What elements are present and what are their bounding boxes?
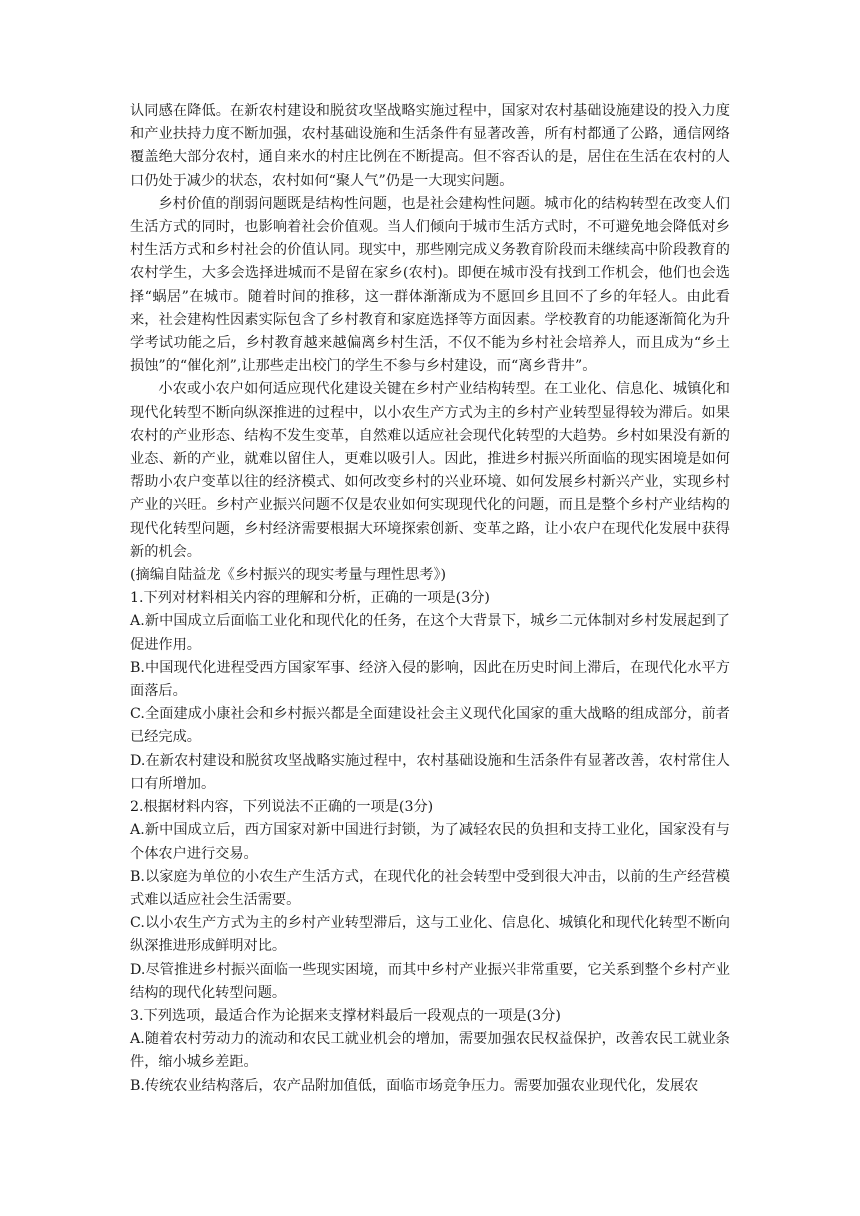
question-3-option-a: A.随着农村劳动力的流动和农民工就业机会的增加，需要加强农民权益保护，改善农民工就业条件，缩小城乡差距。: [130, 1031, 730, 1071]
document-page: [130, 100, 730, 1098]
passage-paragraph-2: 乡村价值的削弱问题既是结构性问题，也是社会建构性问题。城市化的结构转型在改变人们生活方式的同时，也影响着社会价值观。当人们倾向于城市生活方式时，不可避免地会降低对乡村生活方式和乡村社会的价值认同。现实中，那些刚完成义务教育阶段而未继续高中阶段教育的农村学生，大多会选择进城而不是留在家乡(农村)。即便在城市没有找到工作机会，他们也会选择“蜗居”在城市。随着时间的推移，这一群体渐渐成为不愿回乡且回不了乡的年轻人。由此看来，社会建构性因素实际包含了乡村教育和家庭选择等方面因素。学校教育的功能逐渐简化为升学考试功能之后，乡村教育越来越偏离乡村生活，不仅不能为乡村社会培养人，而且成为“乡土损蚀”的“催化剂”,让那些走出校门的学生不参与乡村建设，而“离乡背井”。: [130, 195, 730, 375]
passage-paragraph-1: 认同感在降低。在新农村建设和脱贫攻坚战略实施过程中，国家对农村基础设施建设的投入力度和产业扶持力度不断加强，农村基础设施和生活条件有显著改善，所有村都通了公路，通信网络覆盖绝大部分农村，通自来水的村庄比例在不断提高。但不容否认的是，居住在生活在农村的人口仍处于减少的状态，农村如何“聚人气”仍是一大现实问题。: [130, 103, 730, 189]
question-1-option-a: A.新中国成立后面临工业化和现代化的任务，在这个大背景下，城乡二元体制对乡村发展起到了促进作用。: [130, 613, 730, 653]
question-1-option-b: B.中国现代化进程受西方国家军事、经济入侵的影响，因此在历史时间上滞后，在现代化水平方面落后。: [130, 659, 730, 700]
question-1-option-d: D.在新农村建设和脱贫攻坚战略实施过程中，农村基础设施和生活条件有显著改善，农村常住人口有所增加。: [130, 752, 730, 792]
passage-source: (摘编自陆益龙《乡村振兴的现实考量与理性思考》): [130, 567, 447, 584]
question-2-option-a: A.新中国成立后，西方国家对新中国进行封锁，为了减轻农民的负担和支持工业化，国家没有与个体农户进行交易。: [130, 822, 730, 862]
question-2: [130, 796, 730, 1005]
question-2-option-c: C.以小农生产方式为主的乡村产业转型滞后，这与工业化、信息化、城镇化和现代化转型不断向纵深推进形成鲜明对比。: [130, 915, 730, 955]
question-3-option-b: B.传统农业结构落后，农产品附加值低，面临市场竞争压力。需要加强农业现代化，发展农: [130, 1077, 699, 1094]
question-2-option-b: B.以家庭为单位的小农生产生活方式，在现代化的社会转型中受到很大冲击，以前的生产经营模式难以适应社会生活需要。: [130, 868, 730, 908]
question-3: [130, 1005, 730, 1098]
question-3-stem: 3.下列选项，最适合作为论据来支撑材料最后一段观点的一项是(3分): [130, 1007, 561, 1024]
question-1: [130, 587, 730, 796]
question-1-stem: 1.下列对材料相关内容的理解和分析，正确的一项是(3分): [130, 590, 490, 607]
question-1-option-c: C.全面建成小康社会和乡村振兴都是全面建设社会主义现代化国家的重大战略的组成部分，前者已经完成。: [130, 706, 730, 746]
question-2-option-d: D.尽管推进乡村振兴面临一些现实困境，而其中乡村产业振兴非常重要，它关系到整个乡村产业结构的现代化转型问题。: [130, 961, 730, 1001]
question-2-stem: 2.根据材料内容，下列说法不正确的一项是(3分): [130, 799, 434, 816]
passage-paragraph-3: 小农或小农户如何适应现代化建设关键在乡村产业结构转型。在工业化、信息化、城镇化和现代化转型不断向纵深推进的过程中，以小农生产方式为主的乡村产业转型显得较为滞后。如果农村的产业形态、结构不发生变革，自然难以适应社会现代化转型的大趋势。乡村如果没有新的业态、新的产业，就难以留住人，更难以吸引人。因此，推进乡村振兴所面临的现实困境是如何帮助小农户变革以往的经济模式、如何改变乡村的兴业环境、如何发展乡村新兴产业，实现乡村产业的兴旺。乡村产业振兴问题不仅是农业如何实现现代化的问题，而且是整个乡村产业结构的现代化转型问题，乡村经济需要根据大环境探索创新、变革之路，让小农户在现代化发展中获得新的机会。: [130, 381, 730, 560]
